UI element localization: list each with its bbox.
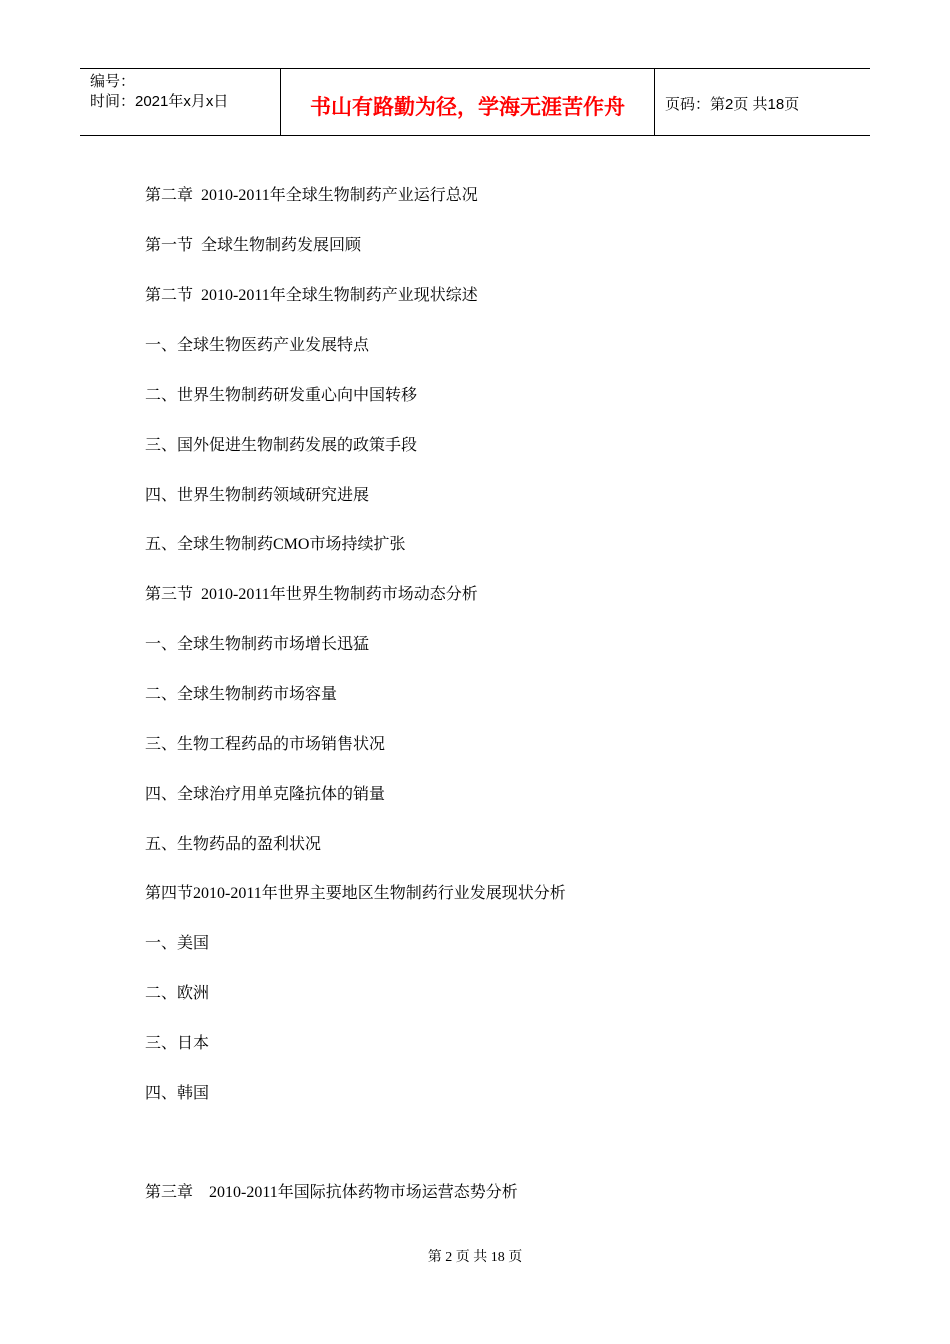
- toc-item: 三、日本: [145, 1035, 210, 1052]
- toc-item: 二、世界生物制药研发重心向中国转移: [145, 387, 418, 404]
- toc-item: 三、生物工程药品的市场销售状况: [145, 736, 386, 753]
- header-motto-cell: [281, 69, 655, 135]
- toc-item: 第一节 全球生物制药发展回顾: [145, 237, 362, 254]
- document-time: 时间：2021年x月x日: [90, 93, 229, 110]
- header-page-cell: [655, 69, 870, 135]
- toc-item: 四、韩国: [145, 1085, 210, 1102]
- header-motto: 书山有路勤为径，学海无涯苦作舟: [310, 95, 625, 119]
- page-header: [80, 68, 870, 136]
- document-number: 编号：: [90, 73, 136, 90]
- toc-item: 五、全球生物制药CMO市场持续扩张: [145, 536, 406, 553]
- page-footer: 第 2 页 共 18 页: [427, 1250, 523, 1265]
- header-info-cell: [80, 69, 281, 135]
- toc-item: 二、欧洲: [145, 985, 210, 1002]
- toc-item: 四、世界生物制药领域研究进展: [145, 487, 370, 504]
- header-page-number: 页码：第2页 共18页: [665, 96, 800, 113]
- toc-item: 第二节 2010-2011年全球生物制药产业现状综述: [145, 287, 478, 304]
- toc-item: 五、生物药品的盈利状况: [145, 836, 322, 853]
- toc-item: 一、全球生物医药产业发展特点: [145, 337, 370, 354]
- toc-chapter-3: 第三章 2010-2011年国际抗体药物市场运营态势分析: [145, 1184, 518, 1201]
- toc-item: 四、全球治疗用单克隆抗体的销量: [145, 786, 386, 803]
- toc-item: 二、全球生物制药市场容量: [145, 686, 338, 703]
- toc-item: 一、全球生物制药市场增长迅猛: [145, 636, 370, 653]
- toc-item: 一、美国: [145, 935, 210, 952]
- toc-chapter-2: 第二章 2010-2011年全球生物制药产业运行总况: [145, 187, 478, 204]
- toc-item: 第三节 2010-2011年世界生物制药市场动态分析: [145, 586, 478, 603]
- toc-item: 第四节2010-2011年世界主要地区生物制药行业发展现状分析: [145, 885, 566, 902]
- toc-item: 三、国外促进生物制药发展的政策手段: [145, 437, 418, 454]
